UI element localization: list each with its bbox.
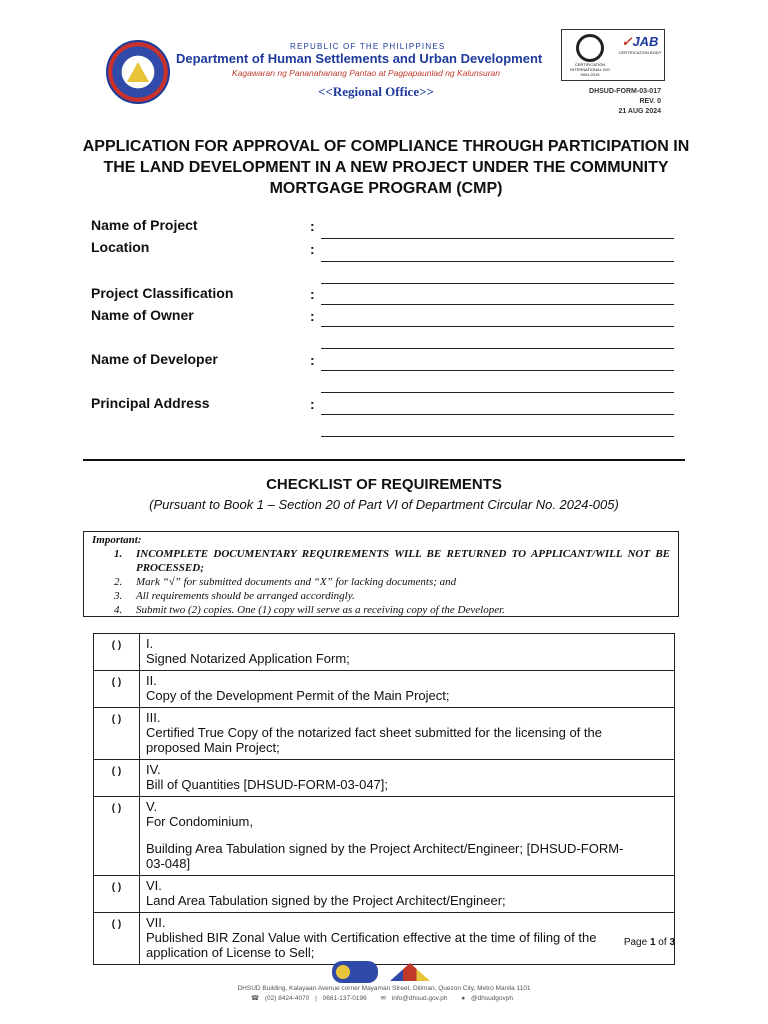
form-date: 21 AUG 2024	[618, 108, 661, 115]
footer-phone: ☎ (02) 8424-4070 | 0661-137-0196	[250, 995, 367, 1002]
footer-email: ✉ info@dhsud.gov.ph	[380, 995, 448, 1002]
table-row	[94, 760, 675, 797]
table-row	[94, 913, 675, 965]
jab-cert-logo: ✓JAB CERTIFICATION BODY	[618, 34, 662, 55]
requirement-checkbox[interactable]: ( )	[94, 913, 140, 965]
table-row	[94, 708, 675, 760]
dhsud-seal-logo	[106, 40, 170, 104]
requirement-text: Bill of Quantities [DHSUD-FORM-03-047];	[146, 777, 389, 792]
important-heading: Important:	[92, 534, 142, 546]
requirement-checkbox[interactable]: ( )	[94, 760, 140, 797]
field-line-principal-address-2[interactable]	[321, 436, 674, 437]
important-notice-box	[83, 531, 679, 617]
requirement-number: VI.	[146, 878, 162, 893]
field-line-project-name[interactable]	[321, 238, 674, 239]
page-number: Page 1 of 3	[623, 937, 675, 948]
field-line-developer-name[interactable]	[321, 370, 674, 371]
certification-badge	[561, 29, 665, 81]
regional-office: <<Regional Office>>	[318, 84, 434, 99]
form-code-block	[589, 87, 661, 117]
form-code: DHSUD-FORM-03-017	[589, 88, 661, 95]
requirement-text: Certified True Copy of the notarized fact sheet submitted for the licensing of the proposed Main Project;	[146, 725, 602, 755]
important-item: 1. INCOMPLETE DOCUMENTARY REQUIREMENTS WILL BE RETURNED TO APPLICANT/WILL NOT BE PROCESSED;	[114, 548, 670, 574]
field-line-principal-address[interactable]	[321, 414, 674, 415]
requirement-cell	[140, 760, 675, 797]
field-line-owner-name[interactable]	[321, 326, 674, 327]
requirement-cell	[140, 634, 675, 671]
table-row	[94, 797, 675, 876]
field-colon: :	[310, 286, 315, 302]
requirement-text: Published BIR Zonal Value with Certification effective at the time of filing of the application of License to Sell;	[146, 930, 597, 960]
important-item: 4. Submit two (2) copies. One (1) copy will serve as a receiving copy of the Developer.	[114, 604, 505, 616]
requirement-text: Signed Notarized Application Form;	[146, 651, 350, 666]
bagong-pilipinas-logo	[390, 963, 430, 981]
field-line-owner-name-2[interactable]	[321, 348, 674, 349]
field-colon: :	[310, 352, 315, 368]
iso-cert-logo: CERTIFICATION INTERNATIONAL ISO 9001:2015	[570, 34, 610, 78]
table-row	[94, 634, 675, 671]
checklist-subtitle: (Pursuant to Book 1 – Section 20 of Part VI of Department Circular No. 2024-005)	[149, 497, 619, 512]
requirement-checkbox[interactable]: ( )	[94, 708, 140, 760]
requirement-text: Copy of the Development Permit of the Main Project;	[146, 688, 450, 703]
field-colon: :	[310, 308, 315, 324]
important-item: 2. Mark “√” for submitted documents and “X” for lacking documents; and	[114, 576, 457, 588]
footer-social: ● @dhsudgovph	[461, 995, 514, 1002]
requirement-number: VII.	[146, 915, 166, 930]
requirement-checkbox[interactable]: ( )	[94, 671, 140, 708]
form-revision: REV. 0	[639, 98, 661, 105]
requirement-subtext: Building Area Tabulation signed by the Project Architect/Engineer; [DHSUD-FORM-03-048]	[146, 841, 624, 871]
requirement-checkbox[interactable]: ( )	[94, 634, 140, 671]
field-line-developer-name-2[interactable]	[321, 392, 674, 393]
requirement-number: V.	[146, 799, 158, 814]
field-label-developer-name: Name of Developer	[91, 351, 218, 367]
field-colon: :	[310, 218, 315, 234]
department-tagline: Kagawaran ng Pananahanang Pantao at Pagpapaunlad ng Kalunsuran	[232, 68, 500, 78]
table-row	[94, 876, 675, 913]
form-title: APPLICATION FOR APPROVAL OF COMPLIANCE THROUGH PARTICIPATION IN THE LAND DEVELOPMENT IN A NEW PROJECT UNDER THE COMMUNITY MORTGAGE PROGRAM (CMP)	[82, 138, 690, 197]
footer-logos	[332, 961, 432, 983]
requirement-number: I.	[146, 636, 154, 651]
footer-address: DHSUD Building, Kalayaan Avenue corner Mayaman Street, Diliman, Quezon City, Metro Manila 1101	[237, 985, 531, 992]
requirement-cell	[140, 913, 675, 965]
important-item: 3. All requirements should be arranged accordingly.	[114, 590, 355, 602]
field-label-location: Location	[91, 239, 150, 255]
requirement-text: For Condominium,	[146, 814, 253, 829]
checklist-title: CHECKLIST OF REQUIREMENTS	[266, 476, 502, 493]
requirement-cell	[140, 797, 675, 876]
footer-contact	[0, 994, 768, 1002]
requirement-text: Land Area Tabulation signed by the Project Architect/Engineer;	[146, 893, 506, 908]
requirements-table	[93, 633, 675, 965]
section-divider	[83, 459, 685, 461]
field-label-project-name: Name of Project	[91, 217, 198, 233]
requirement-number: IV.	[146, 762, 161, 777]
requirement-cell	[140, 708, 675, 760]
pambansang-pabahay-logo	[332, 961, 378, 983]
field-line-location-2[interactable]	[321, 283, 674, 284]
field-label-owner-name: Name of Owner	[91, 307, 194, 323]
republic-text: REPUBLIC OF THE PHILIPPINES	[290, 42, 446, 51]
department-name: Department of Human Settlements and Urban Development	[176, 51, 543, 66]
requirement-number: III.	[146, 710, 161, 725]
field-line-location[interactable]	[321, 261, 674, 262]
requirement-checkbox[interactable]: ( )	[94, 876, 140, 913]
table-row	[94, 671, 675, 708]
field-colon: :	[310, 396, 315, 412]
requirement-checkbox[interactable]: ( )	[94, 797, 140, 876]
requirement-cell	[140, 876, 675, 913]
field-line-project-classification[interactable]	[321, 304, 674, 305]
requirement-cell	[140, 671, 675, 708]
requirement-number: II.	[146, 673, 157, 688]
field-colon: :	[310, 241, 315, 257]
field-label-principal-address: Principal Address	[91, 395, 210, 411]
field-label-project-classification: Project Classification	[91, 285, 234, 301]
